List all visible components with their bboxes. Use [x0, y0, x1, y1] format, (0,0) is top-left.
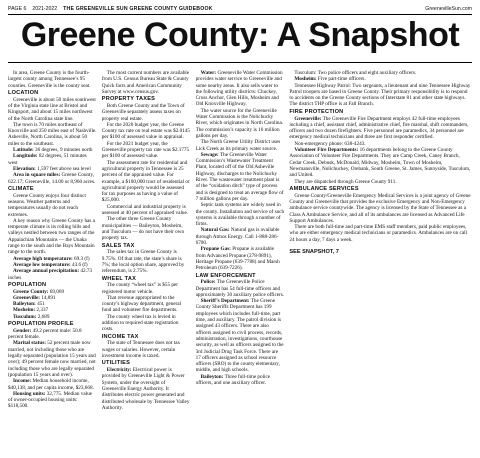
- fact-label: Natural Gas:: [200, 227, 230, 234]
- fact-label: Baileyton:: [13, 301, 36, 308]
- section-heading-population: POPULATION: [8, 281, 47, 288]
- fact-label: Gender:: [13, 327, 32, 334]
- fact-label: Average high temperature:: [13, 255, 73, 262]
- fact-label: Mosheim:: [294, 76, 317, 83]
- section-heading-location: LOCATION: [8, 89, 39, 96]
- fact-value: Propane is available from Advanced Propane (278-9891), Heritage Propane (639-7788) and Marsh Petroleum (639-7226).: [195, 246, 280, 272]
- section-heading-climate: CLIMATE: [8, 185, 34, 192]
- fact-marital-status: [8, 340, 97, 378]
- fact-value: The Greeneville Water Commission’s Wastewater Treatment Plant, located off of the Old Asheville Highway, discharges to the Nolichucky River. The wastewater treatment plant is of the “oxidation ditch” type of process and is designed to treat an average flow of 7 million gallons per day.: [195, 151, 284, 202]
- paragraph: The most current numbers are available from U.S. Census Bureau State & County Quick facts and American Community Survey at www.census.gov.: [101, 70, 190, 95]
- fact-label: Sheriff’s Department:: [200, 298, 250, 305]
- paragraph: The sales tax in Greene County is 9.75%. Of that rate, the state’s share is 7%; the local option share, approved by referendum, is 2.75%.: [101, 249, 185, 275]
- section-heading-ambulance: AMBULANCE SERVICES: [289, 185, 359, 192]
- title-rule: [8, 62, 472, 63]
- paragraph: Both Greene County and the Town of Greeneville separately assess taxes on property real estate.: [101, 102, 185, 122]
- section-heading-income-tax: INCOME TAX: [101, 333, 139, 340]
- paragraph: The county wheel tax is levied in addition to required state registration costs.: [101, 313, 179, 333]
- paragraph: In area, Greene County is the fourth-largest county among Tennessee’s 95 counties. Greeneville is the county seat.: [8, 70, 91, 89]
- paragraph: Septic tank systems are widely used in the county. Installation and service of such systems is available through a number of firms.: [195, 202, 285, 228]
- fact-value: 43.6 (f): [70, 261, 88, 268]
- fact-label: Baileyton:: [200, 373, 224, 380]
- fact-label: Volunteer Fire Departments:: [294, 147, 359, 154]
- fact-label: Water:: [200, 70, 217, 76]
- fact-label: Propane Gas:: [200, 246, 231, 253]
- fact-label: Police:: [200, 279, 216, 286]
- paragraph: The town is 70 miles northeast of Knoxville and 250 miles east of Nashville. Asheville, North Carolina, is about 50 miles to the southeast.: [8, 121, 97, 147]
- paragraph: The North Greene Utility District uses Lick Creek as its primary water source.: [195, 139, 281, 152]
- column-4: [289, 70, 472, 454]
- fact-housing: [8, 391, 97, 410]
- fact-value: 69,069: [48, 288, 65, 295]
- continued-jump-line: SEE SNAPSHOT, 7: [289, 249, 339, 256]
- fact-value: 1,597 feet above sea level: [35, 165, 91, 172]
- fact-label: Greeneville:: [294, 115, 322, 122]
- fact-volunteer-fire: [289, 147, 472, 178]
- paragraph: The assessment rate for residential and agricultural property in Tennessee is 25 percent of the appraised value. For example, a $100,000 tract of residential or agricultural property would be assessed for tax purposes as having a value of $25,000.: [101, 159, 190, 204]
- fact-value: 69.3 (f): [72, 255, 90, 262]
- fact-value: 49.2 percent male: 50.8 percent female.: [8, 327, 82, 341]
- fact-value: Greeneville Water Commission provides water service to Greeneville and some nearby areas. It also sells water to the following utility districts: Chuckey, Cross Anchor, Glen Hills, Mosheim and Old Knoxville Highway.: [195, 70, 283, 108]
- fact-electricity: [102, 367, 191, 411]
- paragraph: Non-emergency phone: 638-4243.: [294, 140, 366, 147]
- fact-sewage: [196, 152, 285, 202]
- fact-fire-department: [289, 116, 472, 141]
- fact-label: Sewage:: [200, 151, 219, 158]
- fact-value: Three full-time police officers, and one auxiliary officer.: [195, 373, 271, 387]
- fact-label: Electricity:: [106, 367, 132, 374]
- paragraph: Commercial and industrial property is assessed at 40 percent of appraised value.: [101, 203, 189, 217]
- section-heading-property-taxes: PROPERTY TAXES: [101, 96, 156, 103]
- publication-name: THE GREENEVILLE SUN GREENE COUNTY GUIDEBOOK: [63, 6, 213, 12]
- page-title: Greene County: A Snapshot: [20, 16, 460, 54]
- paragraph: Greene County enjoys four distinct seasons. Weather patterns and temperatures usually do not reach extremes.: [8, 192, 86, 218]
- running-header: [8, 4, 472, 15]
- fact-sheriff: [196, 298, 285, 374]
- section-heading-utilities: UTILITIES: [101, 360, 131, 367]
- section-heading-fire-protection: FIRE PROTECTION: [289, 108, 344, 115]
- paragraph: There are both full-time and part-time EMS staff members, paid public employees, who are either emergency medical technicians or paramedics. Ambulances are on call 24 hours a day, 7 days a week.: [289, 224, 468, 243]
- page-number: PAGE 6: [8, 6, 27, 12]
- fact-income: [8, 378, 97, 391]
- section-heading-wheel-tax: WHEEL TAX: [101, 275, 137, 282]
- paragraph: For the 2020 budget year, the Greene County tax rate on real estate was $2.0145 per $100 of assessed value in appraisal.: [101, 121, 190, 141]
- fact-label: Greene County:: [13, 288, 49, 295]
- fact-value: 14,891: [39, 294, 56, 301]
- fact-value: The Greeneville Fire Department employs 42 full-time employees including a chief, assistant chief, administrative chief, fire marshal, shift commanders, officers and two dozen firefighters. Five personnel are paramedics, 34 personnel are emergency medical technicians and three are first responder certified.: [289, 115, 469, 141]
- fact-longitude: [8, 153, 97, 166]
- paragraph: That revenue appropriated to the county’s highway department, general fund and volunteer fire departments.: [101, 294, 182, 314]
- fact-value: 451: [35, 301, 45, 308]
- article-body: [8, 70, 472, 454]
- paragraph: For the 2021 budget year, the Greeneville property tax rate was $2.1775 per $100 of assessed value.: [101, 140, 190, 160]
- fact-label: Greeneville:: [13, 294, 40, 301]
- fact-label: Marital status:: [13, 340, 46, 347]
- fact-value: Electrical power is provided by Greeneville Light & Power System, under the oversight of Greeneville Energy Authority. It distributes electric power generated and distributed wholesale by Tennessee Valley Authority.: [101, 367, 190, 411]
- paragraph: The other three Greene County municipalities — Baileyton, Mosheim, and Tusculum — do not have their own property tax.: [101, 216, 185, 242]
- fact-label: Elevation:: [13, 165, 36, 172]
- fact-value: 36 degrees, 9 minutes north: [33, 147, 93, 154]
- fact-value: Greene County, 622.17; Greeneville, 14.00 or 8,960 acres.: [8, 172, 96, 185]
- fact-value: 2,689: [36, 313, 50, 320]
- section-heading-population-profile: POPULATION PROFILE: [8, 321, 74, 328]
- paragraph: The state of Tennessee does not tax wages or salaries. However, certain investment income is taxed.: [101, 340, 181, 360]
- fact-value: The Greene County Sheriffs Department has 199 employees which includes full-time, part time, and auxiliary. The patrol division is assigned 43 officers. There are also officers assigned to civil process, records, administration, investigations, courthouse security, as well as officers assigned to the 3rd Judicial Drug Task Force. There are 17 officers assigned as school resource officers (SRO) to the county elementary, middle, and high schools.: [195, 298, 284, 374]
- paragraph: Greeneville is about 50 miles southwest of the Virginia state line at Bristol and Kingsport, and about 15 miles northwest of the North Carolina state line.: [8, 96, 96, 122]
- paragraph: A key reason why Greene County has a temperate climate is its rolling hills and valleys nestled between two ranges of the Appalachian Mountains — the Unaka range to the south and the Bays Mountain range to the north.: [8, 217, 95, 256]
- fact-label: Income:: [13, 378, 32, 385]
- fact-label: Mosheim:: [13, 307, 36, 314]
- paragraph: Tennessee Highway Patrol: Two sergeants, a lieutenant and nine Tennessee Highway Patrol troopers are based in Greene County. Their primary responsibility is to respond to accidents on the Greene County sections of Interstate 81 and other state highways. The district THP office is at Fall Branch.: [289, 82, 471, 108]
- fact-value: 42.73 inches: [8, 268, 93, 281]
- fact-label: Longitude:: [13, 153, 38, 160]
- fact-value: Five part-time officers.: [316, 76, 366, 83]
- fact-water: [196, 70, 285, 108]
- fact-precipitation: [8, 268, 97, 281]
- fact-gender: [8, 328, 97, 341]
- fact-propane: [196, 246, 285, 271]
- column-2: [102, 70, 191, 454]
- fact-area: [8, 172, 97, 185]
- paragraph: They are dispatched through Greene County 911.: [294, 178, 397, 185]
- fact-value: 52 percent male now married, not including those who are legally separated (population 15 years and over); 49 percent female now married, not including those who are legally separated (population 15 years and over).: [8, 340, 96, 378]
- section-heading-sales-tax: SALES TAX: [101, 242, 135, 249]
- fact-label: Latitude:: [13, 147, 34, 154]
- fact-value: The Greeneville Police Department has 54 full-time officers and approximately 30 auxiliary police officers.: [195, 279, 285, 298]
- fact-police: [196, 279, 285, 298]
- paragraph: Tusculum: Two police officers and eight auxiliary officers.: [294, 70, 417, 76]
- paragraph: The water source for the Greeneville Water Commission is the Nolichucky River, which originates in North Carolina. The commission’s capacity is 16 million gallons per day.: [195, 107, 284, 139]
- paragraph: The county “wheel tax” is $55 per registered motor vehicle.: [101, 282, 178, 295]
- fact-tusculum: [8, 314, 97, 320]
- paragraph: Greene County/Greeneville Emergency Medical Services is a joint agency of Greene County and Greeneville that provides the exclusive Emergency and Non-Emergency ambulance service countywide. The agency is licensed by the State of Tennessee as a Class A Ambulance Service, and all of its ambulances are licensed as Advanced Life Support Ambulances.: [289, 192, 471, 224]
- fact-label: Average low temperature:: [13, 261, 71, 268]
- edition-year: 2021-2022: [32, 6, 58, 12]
- fact-label: Average annual precipitation:: [13, 268, 80, 275]
- fact-value: 16 departments belong to the Greene County Association of Volunteer Fire Departments. They are Camp Creek, Caney Branch, Cedar Creek, Debusk, McDonald, Midway, Mosheim, Town of Mosheim, Newmansville, Nolichuckey, Orebank, South Greene, St. James, Sunnyside, Tusculum, and United.: [289, 147, 471, 179]
- column-3: [196, 70, 285, 454]
- section-heading-law-enforcement: LAW ENFORCEMENT: [195, 272, 256, 279]
- site-url: GreenevilleSun.com: [425, 6, 472, 12]
- fact-value: 82 degrees, 51 minutes west: [8, 153, 87, 166]
- fact-value: Natural gas is available through Atmos Energy. Call 1-888-286-6700.: [195, 227, 280, 247]
- fact-value: Median household income, $40,138, and per capita income, $23,668.: [8, 378, 94, 391]
- column-1: [8, 70, 97, 454]
- fact-value: 2,337: [35, 307, 49, 314]
- fact-value: 32,775. Median value of owner-occupied housing units: $118,500.: [8, 390, 92, 410]
- fact-label: Housing units:: [13, 390, 46, 397]
- fact-label: Tusculum:: [13, 313, 37, 320]
- fact-label: Area in square miles:: [13, 172, 61, 179]
- fact-baileyton-police: [196, 374, 285, 387]
- fact-natural-gas: [196, 227, 285, 246]
